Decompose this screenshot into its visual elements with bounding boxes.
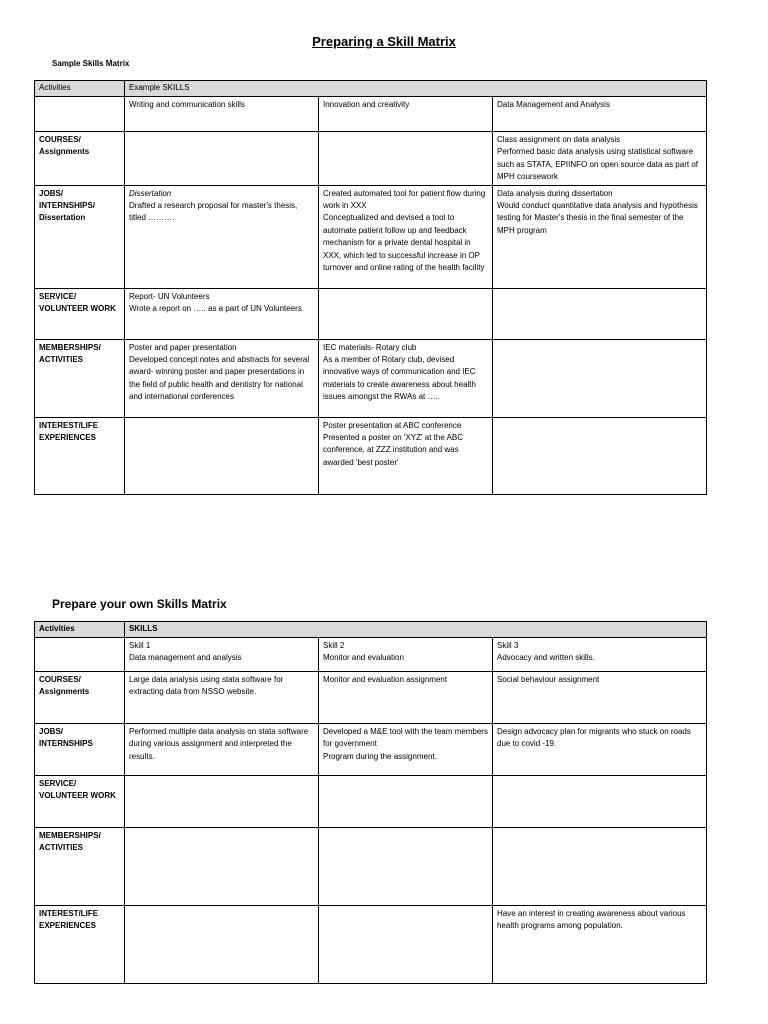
matrix-cell — [125, 906, 319, 984]
matrix-cell — [319, 828, 493, 906]
matrix-cell — [319, 906, 493, 984]
table-row — [35, 672, 707, 724]
table-row — [35, 776, 707, 828]
sample-matrix-label: Sample Skills Matrix — [52, 59, 130, 68]
activity-cell: COURSES/ Assignments — [35, 132, 125, 186]
matrix-cell — [125, 417, 319, 494]
matrix-cell — [125, 776, 319, 828]
skill-name: Skill 3 Advocacy and written skills. — [493, 638, 707, 672]
matrix-cell: Design advocacy plan for migrants who stuck on roads due to covid -19. — [493, 724, 707, 776]
skill-name: Data Management and Analysis — [493, 97, 707, 132]
blank-cell — [35, 97, 125, 132]
matrix-cell — [319, 132, 493, 186]
activity-cell: INTEREST/LIFE EXPERIENCES — [35, 417, 125, 494]
activity-cell: SERVICE/ VOLUNTEER WORK — [35, 288, 125, 339]
matrix-cell — [493, 417, 707, 494]
blank-cell — [35, 638, 125, 672]
own-matrix-heading: Prepare your own Skills Matrix — [52, 597, 227, 611]
skill-name: Writing and communication skills — [125, 97, 319, 132]
activity-cell: JOBS/ INTERNSHIPS — [35, 724, 125, 776]
table-row — [35, 339, 707, 417]
table-row — [35, 132, 707, 186]
matrix-cell — [493, 828, 707, 906]
matrix-cell — [493, 339, 707, 417]
table-row — [35, 417, 707, 494]
activity-cell: SERVICE/ VOLUNTEER WORK — [35, 776, 125, 828]
matrix-cell — [125, 828, 319, 906]
matrix-cell — [319, 288, 493, 339]
activity-cell: COURSES/ Assignments — [35, 672, 125, 724]
sample-skills-table — [34, 80, 707, 495]
matrix-cell: Class assignment on data analysis Performed basic data analysis using statistical software such as STATA, EPIINFO on open source data as part of MPH coursework — [493, 132, 707, 186]
table-row — [35, 724, 707, 776]
page-title: Preparing a Skill Matrix — [312, 34, 456, 49]
activities-header: Activities — [35, 81, 125, 97]
skills-row — [35, 97, 707, 132]
matrix-cell: Large data analysis using stata software for extracting data from NSSO website. — [125, 672, 319, 724]
matrix-cell — [493, 288, 707, 339]
table-row — [35, 288, 707, 339]
skills-row — [35, 638, 707, 672]
matrix-cell — [319, 776, 493, 828]
activity-cell: MEMBERSHIPS/ ACTIVITIES — [35, 339, 125, 417]
activity-cell: INTEREST/LIFE EXPERIENCES — [35, 906, 125, 984]
matrix-cell: Performed multiple data analysis on stata software during various assignment and interpreted the results. — [125, 724, 319, 776]
skills-header: Example SKILLS — [125, 81, 707, 97]
table-row — [35, 828, 707, 906]
own-skills-table — [34, 621, 707, 984]
matrix-cell: Report- UN Volunteers Wrote a report on ….. as a part of UN Volunteers — [125, 288, 319, 339]
activity-cell: MEMBERSHIPS/ ACTIVITIES — [35, 828, 125, 906]
matrix-cell: IEC materials- Rotary club As a member of Rotary club, devised innovative ways of communication and IEC materials to create awareness about health issues amongst the RWAs at ….. — [319, 339, 493, 417]
skill-name: Skill 2 Monitor and evaluation — [319, 638, 493, 672]
table-header-row — [35, 81, 707, 97]
matrix-cell: Monitor and evaluation assignment — [319, 672, 493, 724]
matrix-cell: Dissertation Drafted a research proposal for master's thesis, titled ………. — [125, 185, 319, 288]
matrix-cell: Have an interest in creating awareness about various health programs among population. — [493, 906, 707, 984]
matrix-cell — [493, 776, 707, 828]
table-row — [35, 906, 707, 984]
matrix-cell: Poster presentation at ABC conference Presented a poster on 'XYZ' at the ABC conference, at ZZZ institution and was awarded 'best poster' — [319, 417, 493, 494]
matrix-cell — [125, 132, 319, 186]
activity-cell: JOBS/ INTERNSHIPS/ Dissertation — [35, 185, 125, 288]
activities-header: Activities — [35, 622, 125, 638]
matrix-cell: Developed a M&E tool with the team members for government Program during the assignment. — [319, 724, 493, 776]
matrix-cell: Data analysis during dissertation Would conduct quantitative data analysis and hypothesis testing for Master's thesis in the final semester of the MPH program — [493, 185, 707, 288]
matrix-cell: Poster and paper presentation Developed concept notes and abstracts for several award- winning poster and paper presentations in the field of public health and dentistry for national and international conferences — [125, 339, 319, 417]
matrix-cell: Created automated tool for patient flow during work in XXX Conceptualized and devised a tool to automate patient follow up and feedback mechanism for a private dental hospital in XXX, which led to successful increase in OP turnover and online rating of the health facility — [319, 185, 493, 288]
table-row — [35, 185, 707, 288]
skills-header: SKILLS — [125, 622, 707, 638]
skill-name: Innovation and creativity — [319, 97, 493, 132]
skill-name: Skill 1 Data management and analysis — [125, 638, 319, 672]
matrix-cell: Social behaviour assignment — [493, 672, 707, 724]
table-header-row — [35, 622, 707, 638]
